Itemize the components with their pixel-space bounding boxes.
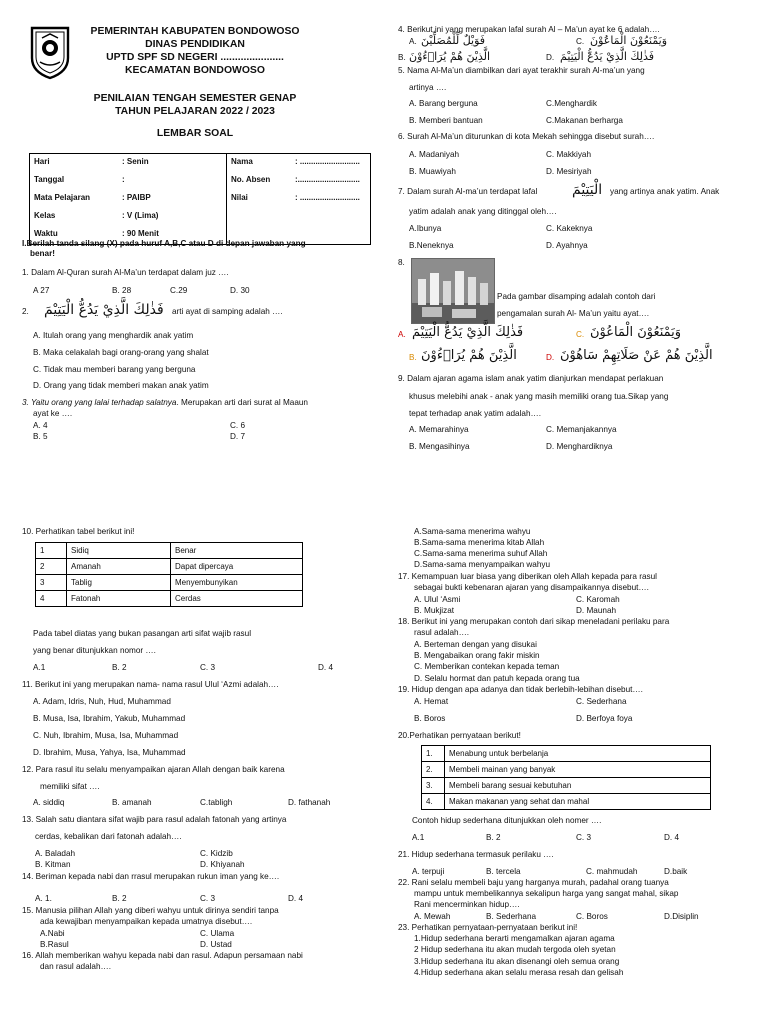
option[interactable]: C. Boros bbox=[576, 912, 608, 921]
question-4: 4. Berikut ini yang merupakan lafal surah Al – Ma’un ayat ke 6 adalah…. bbox=[398, 25, 660, 34]
absence-number-field[interactable]: :............................ bbox=[295, 175, 360, 184]
option[interactable]: D. 4 bbox=[288, 894, 304, 903]
option[interactable]: C. 6 bbox=[230, 421, 246, 430]
question-2-number: 2. bbox=[22, 307, 29, 316]
option[interactable]: A. Adam, Idris, Nuh, Hud, Muhammad bbox=[33, 697, 171, 706]
option[interactable]: C.29 bbox=[170, 286, 188, 295]
option[interactable]: D. Selalu hormat dan patuh kepada orang tua bbox=[414, 674, 580, 683]
statement-item: 2 Hidup sederhana itu akan mudah tergoda oleh syetan bbox=[414, 945, 616, 954]
header-line: PEMERINTAH KABUPATEN BONDOWOSO bbox=[90, 26, 300, 37]
option[interactable]: B. amanah bbox=[112, 798, 152, 807]
option[interactable]: C.tabligh bbox=[200, 798, 233, 807]
option[interactable]: D. Ayahnya bbox=[546, 241, 588, 250]
option[interactable]: D.Sama-sama menyampaikan wahyu bbox=[414, 560, 551, 569]
option[interactable]: C. Kakeknya bbox=[546, 224, 593, 233]
question-5-line2: artinya …. bbox=[409, 83, 447, 92]
option[interactable]: C.Menghardik bbox=[546, 99, 597, 108]
option[interactable]: B. Boros bbox=[414, 714, 446, 723]
arabic-option[interactable]: فَذٰلِكَ الَّذِيْ يَدُعُّ الْيَتِيْمَ bbox=[412, 325, 524, 340]
arabic-word: الْيَتِيْمَ bbox=[572, 182, 603, 198]
question-20-line: Contoh hidup sederhana ditunjukkan oleh nomer …. bbox=[412, 816, 602, 825]
option[interactable]: D. Ustad bbox=[200, 940, 232, 949]
option[interactable]: D.baik bbox=[664, 867, 688, 876]
option[interactable]: A. siddiq bbox=[33, 798, 65, 807]
option[interactable]: A.1 bbox=[33, 663, 46, 672]
option[interactable]: C. 3 bbox=[200, 894, 216, 903]
option[interactable]: B. Muawiyah bbox=[409, 167, 456, 176]
instruction: I.Berilah tanda silang (X) pada huruf A,B,C atau D di depan jawaban yang benar! bbox=[22, 239, 306, 259]
option-label[interactable]: A. bbox=[398, 330, 406, 339]
option[interactable]: A. Hemat bbox=[414, 697, 449, 706]
option-label[interactable]: C. bbox=[576, 330, 585, 339]
question-7-line2: yatim adalah anak yang ditinggal oleh…. bbox=[409, 207, 557, 216]
option[interactable]: B. Musa, Isa, Ibrahim, Yakub, Muhammad bbox=[33, 714, 186, 723]
question-10-line: Pada tabel diatas yang bukan pasangan arti sifat wajib rasul bbox=[33, 629, 252, 638]
statement-item: 3.Hidup sederhana itu akan disenangi oleh semua orang bbox=[414, 957, 620, 966]
arabic-option[interactable]: الَّذِيْنَ هُمْ يُرَاۤءُوْنَ bbox=[409, 50, 491, 63]
arabic-verse: فَذٰلِكَ الَّذِيْ يَدُعُّ الْيَتِيْمَ bbox=[44, 302, 164, 318]
option[interactable]: A. Barang berguna bbox=[409, 99, 478, 108]
table-row: 4. Makan makanan yang sehat dan mahal bbox=[422, 794, 711, 810]
question-22: 22. Rani selalu membeli baju yang harganya murah, padahal orang tuanya bbox=[398, 878, 669, 887]
arabic-option[interactable]: وَيَمْنَعُوْنَ الْمَاعُوْنَ bbox=[590, 34, 668, 47]
option[interactable]: A 27 bbox=[33, 286, 50, 295]
option[interactable]: A. Mewah bbox=[414, 912, 451, 921]
option[interactable]: A. Itulah orang yang menghardik anak yatim bbox=[33, 331, 194, 340]
option[interactable]: B. Mukjizat bbox=[414, 606, 455, 615]
option[interactable]: C. Sederhana bbox=[576, 697, 627, 706]
question-12: 12. Para rasul itu selalu menyampaikan ajaran Allah dengan baik karena bbox=[22, 765, 285, 774]
option[interactable]: A. terpuji bbox=[412, 867, 445, 876]
option[interactable]: D. Menghardiknya bbox=[546, 442, 613, 451]
option[interactable]: B.Rasul bbox=[40, 940, 69, 949]
question-8-line2: pengamalan surah Al- Ma’un yaitu ayat…. bbox=[497, 309, 650, 318]
question-21: 21. Hidup sederhana termasuk perilaku …. bbox=[398, 850, 554, 859]
info-value: : PAIBP bbox=[122, 193, 151, 202]
option[interactable]: B. 2 bbox=[112, 663, 127, 672]
option-label[interactable]: B. bbox=[409, 353, 417, 362]
option[interactable]: A. 4 bbox=[33, 421, 48, 430]
option[interactable]: D. Maunah bbox=[576, 606, 617, 615]
table-row: 1 Sidiq Benar bbox=[36, 543, 303, 559]
question-15: 15. Manusia pilihan Allah yang diberi wahyu untuk dirinya sendiri tanpa bbox=[22, 906, 279, 915]
school-header bbox=[60, 25, 330, 77]
statement-item: 1.Hidup sederhana berarti mengamalkan ajaran agama bbox=[414, 934, 615, 943]
option[interactable]: D. 4 bbox=[664, 833, 680, 842]
table-row: 2. Membeli mainan yang banyak bbox=[422, 762, 711, 778]
question-18-line2: rasul adalah…. bbox=[414, 628, 470, 637]
info-label: Waktu bbox=[34, 229, 58, 238]
question-17-line2: sebagai bukti kebenaran ajaran yang disampaikannya disebut…. bbox=[414, 583, 649, 592]
option[interactable]: C. mahmudah bbox=[586, 867, 638, 876]
question-20: 20.Perhatikan pernyataan berikut! bbox=[398, 731, 521, 740]
name-field[interactable]: : ........................... bbox=[295, 157, 360, 166]
option[interactable]: D. fathanah bbox=[288, 798, 331, 807]
option[interactable]: A.Sama-sama menerima wahyu bbox=[414, 527, 531, 536]
arabic-option[interactable]: فَوَيْلٌ لِّلْمُصَلِّيْنَ bbox=[421, 34, 486, 47]
question-7-cont: yang artinya anak yatim. Anak bbox=[610, 187, 720, 196]
table-row: 2 Amanah Dapat dipercaya bbox=[36, 559, 303, 575]
table-row: 3. Membeli barang sesuai kebutuhan bbox=[422, 778, 711, 794]
info-value: : V (Lima) bbox=[122, 211, 159, 220]
table-row: 1. Menabung untuk berbelanja bbox=[422, 746, 711, 762]
question-9-line2: khusus melebihi anak - anak yang masih memiliki orang tua.Sikap yang bbox=[409, 392, 669, 401]
option-label[interactable]: C. bbox=[576, 37, 585, 46]
question-12-line2: memiliki sifat …. bbox=[40, 782, 100, 791]
question-8: Pada gambar disamping adalah contoh dari bbox=[497, 292, 656, 301]
option[interactable]: C. Makkiyah bbox=[546, 150, 592, 159]
question-23: 23. Perhatikan pernyataan-pernyataan berikut ini! bbox=[398, 923, 578, 932]
option[interactable]: B. Mengasihinya bbox=[409, 442, 470, 451]
option[interactable]: D. Mesiriyah bbox=[546, 167, 592, 176]
option-label[interactable]: B. bbox=[398, 53, 406, 62]
question-13: 13. Salah satu diantara sifat wajib para rasul adalah fatonah yang artinya bbox=[22, 815, 287, 824]
exam-title-line: PENILAIAN TENGAH SEMESTER GENAP bbox=[93, 93, 297, 104]
question-17: 17. Kemampuan luar biasa yang diberikan oleh Allah kepada para rasul bbox=[398, 572, 657, 581]
option[interactable]: B. Maka celakalah bagi orang-orang yang shalat bbox=[33, 348, 209, 357]
info-label: No. Absen bbox=[227, 172, 292, 190]
question-9-line3: tepat terhadap anak yatim adalah…. bbox=[409, 409, 541, 418]
option[interactable]: C. Nuh, Ibrahim, Musa, Isa, Muhammad bbox=[33, 731, 179, 740]
option[interactable]: C. Ulama bbox=[200, 929, 235, 938]
option[interactable]: A. Madaniyah bbox=[409, 150, 460, 159]
option[interactable]: D. Khiyanah bbox=[200, 860, 245, 869]
photo-illustration bbox=[412, 259, 494, 323]
option[interactable]: B. 2 bbox=[112, 894, 127, 903]
option[interactable]: A. Baladah bbox=[35, 849, 76, 858]
option[interactable]: B. 28 bbox=[112, 286, 132, 295]
question-22-line2: mampu untuk membelikannya sekalipun harga yang sangat mahal, sikap bbox=[414, 889, 679, 898]
donation-boxes-photo bbox=[411, 258, 495, 324]
question-16: 16. Allah memberikan wahyu kepada nabi dan rasul. Adapun persamaan nabi bbox=[22, 951, 303, 960]
question-2: arti ayat di samping adalah …. bbox=[172, 307, 283, 316]
option[interactable]: C. 3 bbox=[576, 833, 592, 842]
option[interactable]: B. Memberi bantuan bbox=[409, 116, 483, 125]
info-label: Nama bbox=[227, 154, 292, 173]
option-label[interactable]: D. bbox=[546, 353, 555, 362]
question-10-line: yang benar ditunjukkan nomor …. bbox=[33, 646, 156, 655]
option[interactable]: A. Ulul ‘Asmi bbox=[414, 595, 461, 604]
question-19: 19. Hidup dengan apa adanya dan tidak berlebih-lebihan disebut…. bbox=[398, 685, 643, 694]
option[interactable]: C. 3 bbox=[200, 663, 216, 672]
date-field[interactable]: : bbox=[122, 175, 125, 184]
option[interactable]: C. Karomah bbox=[576, 595, 620, 604]
arabic-option[interactable]: الَّذِيْنَ هُمْ يُرَاۤءُوْنَ bbox=[421, 348, 517, 363]
exam-title-line: TAHUN PELAJARAN 2022 / 2023 bbox=[115, 106, 275, 117]
option[interactable]: D. Berfoya foya bbox=[576, 714, 633, 723]
info-label: Mata Pelajaran bbox=[34, 193, 91, 202]
header-line: UPTD SPF SD NEGERI ...................... bbox=[106, 52, 284, 63]
option[interactable]: A.1 bbox=[412, 833, 425, 842]
option[interactable]: C. Kidzib bbox=[200, 849, 233, 858]
statement-item: 4.Hidup sederhana akan selalu merasa resah dan gelisah bbox=[414, 968, 624, 977]
exam-title bbox=[60, 92, 330, 118]
question-1: 1. Dalam Al-Quran surah Al-Ma’un terdapat dalam juz …. bbox=[22, 268, 229, 277]
option[interactable]: D. 4 bbox=[318, 663, 334, 672]
question-22-line3: Rani mencerminkan hidup…. bbox=[414, 900, 520, 909]
question-8-number: 8. bbox=[398, 258, 405, 267]
option[interactable]: B. 2 bbox=[486, 833, 501, 842]
info-label: Kelas bbox=[34, 211, 56, 220]
info-label: Nilai bbox=[227, 190, 292, 208]
arabic-option[interactable]: فَذٰلِكَ الَّذِيْ يَدُعُّ الْيَتِيْمَ bbox=[560, 50, 655, 63]
option[interactable]: D. 7 bbox=[230, 432, 246, 441]
header-line: KECAMATAN BONDOWOSO bbox=[125, 65, 265, 76]
option[interactable]: B.Sama-sama menerima kitab Allah bbox=[414, 538, 545, 547]
option[interactable]: D. Ibrahim, Musa, Yahya, Isa, Muhammad bbox=[33, 748, 186, 757]
option[interactable]: D. Orang yang tidak memberi makan anak yatim bbox=[33, 381, 209, 390]
question-5: 5. Nama Al-Ma’un diambilkan dari ayat terakhir surah Al-ma’un yang bbox=[398, 66, 645, 75]
option[interactable]: A.Ibunya bbox=[409, 224, 442, 233]
info-label: Hari bbox=[34, 157, 50, 166]
question-14: 14. Beriman kepada nabi dan rrasul merupakan rukun iman yang ke…. bbox=[22, 872, 280, 881]
option-label[interactable]: D. bbox=[546, 53, 555, 62]
question-13-line2: cerdas, kebalikan dari fatonah adalah…. bbox=[35, 832, 182, 841]
question-11: 11. Berikut ini yang merupakan nama- nama rasul Ulul ‘Azmi adalah…. bbox=[22, 680, 279, 689]
option[interactable]: B. 5 bbox=[33, 432, 48, 441]
option[interactable]: C. Tidak mau memberi barang yang berguna bbox=[33, 365, 196, 374]
question-3: 3. Yaitu orang yang lalai terhadap salatnya. Merupakan arti dari surat al Maaun bbox=[22, 398, 308, 407]
option[interactable]: B. Mengabaikan orang fakir miskin bbox=[414, 651, 540, 660]
table-row: 4 Fatonah Cerdas bbox=[36, 591, 303, 607]
option[interactable]: C.Sama-sama menerima suhuf Allah bbox=[414, 549, 548, 558]
question-16-line2: dan rasul adalah…. bbox=[40, 962, 112, 971]
question-15-line2: ada kewajiban menyampaikan kepada umatnya disebut…. bbox=[40, 917, 253, 926]
option[interactable]: D.Disiplin bbox=[664, 912, 699, 921]
statements-table bbox=[421, 745, 711, 810]
option[interactable]: C. Memberikan contekan kepada teman bbox=[414, 662, 560, 671]
option-label[interactable]: A. bbox=[409, 37, 417, 46]
student-info-table bbox=[29, 153, 371, 245]
option[interactable]: C. Memanjakannya bbox=[546, 425, 617, 434]
table-row: 3 Tablig Menyembunyikan bbox=[36, 575, 303, 591]
question-10: 10. Perhatikan tabel berikut ini! bbox=[22, 527, 135, 536]
arabic-option[interactable]: الَّذِيْنَ هُمْ عَنْ صَلَاتِهِمْ سَاهُوْنَ bbox=[560, 348, 713, 363]
option[interactable]: B. Kitman bbox=[35, 860, 71, 869]
info-label: Tanggal bbox=[34, 175, 65, 184]
option[interactable]: D. 30 bbox=[230, 286, 250, 295]
prophet-traits-table bbox=[35, 542, 303, 607]
question-6: 6. Surah Al-Ma’un diturunkan di kota Mekah sehingga disebut surah…. bbox=[398, 132, 655, 141]
question-7: 7. Dalam surah Al-ma’un terdapat lafal bbox=[398, 187, 538, 196]
option[interactable]: A. 1. bbox=[35, 894, 52, 903]
sheet-title: LEMBAR SOAL bbox=[156, 128, 234, 139]
header-line: DINAS PENDIDIKAN bbox=[145, 39, 245, 50]
option[interactable]: A. Berteman dengan yang disukai bbox=[414, 640, 537, 649]
option[interactable]: B. Sederhana bbox=[486, 912, 537, 921]
option[interactable]: A. Memarahinya bbox=[409, 425, 469, 434]
option[interactable]: B. tercela bbox=[486, 867, 521, 876]
score-field[interactable]: : ........................... bbox=[295, 193, 360, 202]
arabic-option[interactable]: وَيَمْنَعُوْنَ الْمَاعُوْنَ bbox=[590, 325, 682, 340]
question-9: 9. Dalam ajaran agama islam anak yatim dianjurkan mendapat perlakuan bbox=[398, 374, 664, 383]
info-value: : Senin bbox=[122, 157, 149, 166]
question-18: 18. Berikut ini yang merupakan contoh dari sikap meneladani perilaku para bbox=[398, 617, 670, 626]
question-3-line2: ayat ke …. bbox=[33, 409, 73, 418]
option[interactable]: B.Neneknya bbox=[409, 241, 454, 250]
info-value: : 90 Menit bbox=[122, 229, 159, 238]
option[interactable]: A.Nabi bbox=[40, 929, 65, 938]
option[interactable]: C.Makanan berharga bbox=[546, 116, 623, 125]
